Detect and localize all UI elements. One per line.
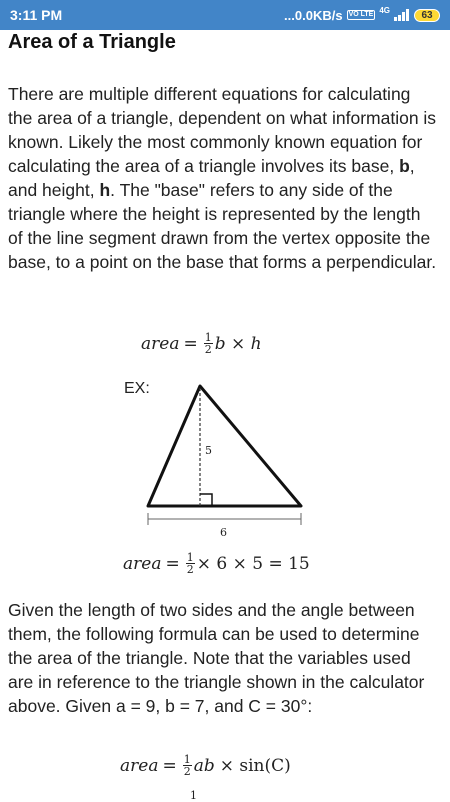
intro-text-2: , and height,: [8, 156, 415, 200]
intro-text-3: . The "base" refers to any side of the triangle where the height is represented by the length of the line segment drawn from the vertex opposite the base, to a point on the base that forms a perpendicular.: [8, 180, 437, 272]
formula2-denominator: 2: [183, 765, 191, 778]
triangle-shape: [148, 386, 301, 506]
next-formula-partial: [190, 789, 197, 802]
area-formula-sides-angle: [120, 754, 291, 777]
result-denominator: 2: [186, 563, 194, 576]
example-label: EX:: [124, 380, 150, 397]
height-label: 5: [205, 444, 212, 457]
result-lhs: area: [123, 553, 162, 574]
intro-base-var: b: [399, 156, 410, 176]
intro-text-1: There are multiple different equations for calculating the area of a triangle, dependent on what information is known. Likely the most commonly known equation for calculating the area of a triangle involves its base,: [8, 84, 437, 176]
status-time: 3:11 PM: [10, 7, 63, 23]
result-equals: =: [165, 553, 180, 574]
result-fraction: [186, 552, 195, 575]
formula2-numerator: 1: [183, 753, 191, 766]
network-type: 4G: [379, 5, 390, 15]
network-speed: ...0.0KB/s: [284, 7, 343, 23]
base-label: 6: [220, 526, 227, 539]
intro-height-var: h: [99, 180, 111, 200]
formula-equals: =: [183, 333, 198, 354]
next-formula-numerator: 1: [190, 789, 197, 802]
formula-lhs: area: [141, 333, 180, 354]
formula-rhs: b × h: [214, 333, 262, 354]
page-title: Area of a Triangle: [8, 31, 176, 53]
right-angle-marker: [200, 494, 212, 506]
result-numerator: 1: [186, 551, 194, 564]
formula2-equals: =: [162, 755, 177, 776]
formula2-lhs: area: [120, 755, 159, 776]
result-rhs: × 6 × 5 = 15: [196, 553, 310, 574]
battery-level: 63: [421, 9, 433, 21]
volte-icon: VO LTE: [348, 11, 374, 18]
formula2-sine: × sin(C): [219, 755, 291, 776]
fraction-denominator: 2: [204, 343, 212, 356]
example-result-formula: [123, 552, 310, 575]
formula2-fraction: [183, 754, 192, 777]
formula2-vars: ab: [193, 755, 215, 776]
sides-angle-paragraph: Given the length of two sides and the angle between them, the following formula can be used to determine the area of the triangle. Note that the variables used are in reference to the triangle shown in the calculator above. Given a = 9, b = 7, and C = 30°:: [8, 600, 425, 716]
fraction-numerator: 1: [204, 331, 212, 344]
